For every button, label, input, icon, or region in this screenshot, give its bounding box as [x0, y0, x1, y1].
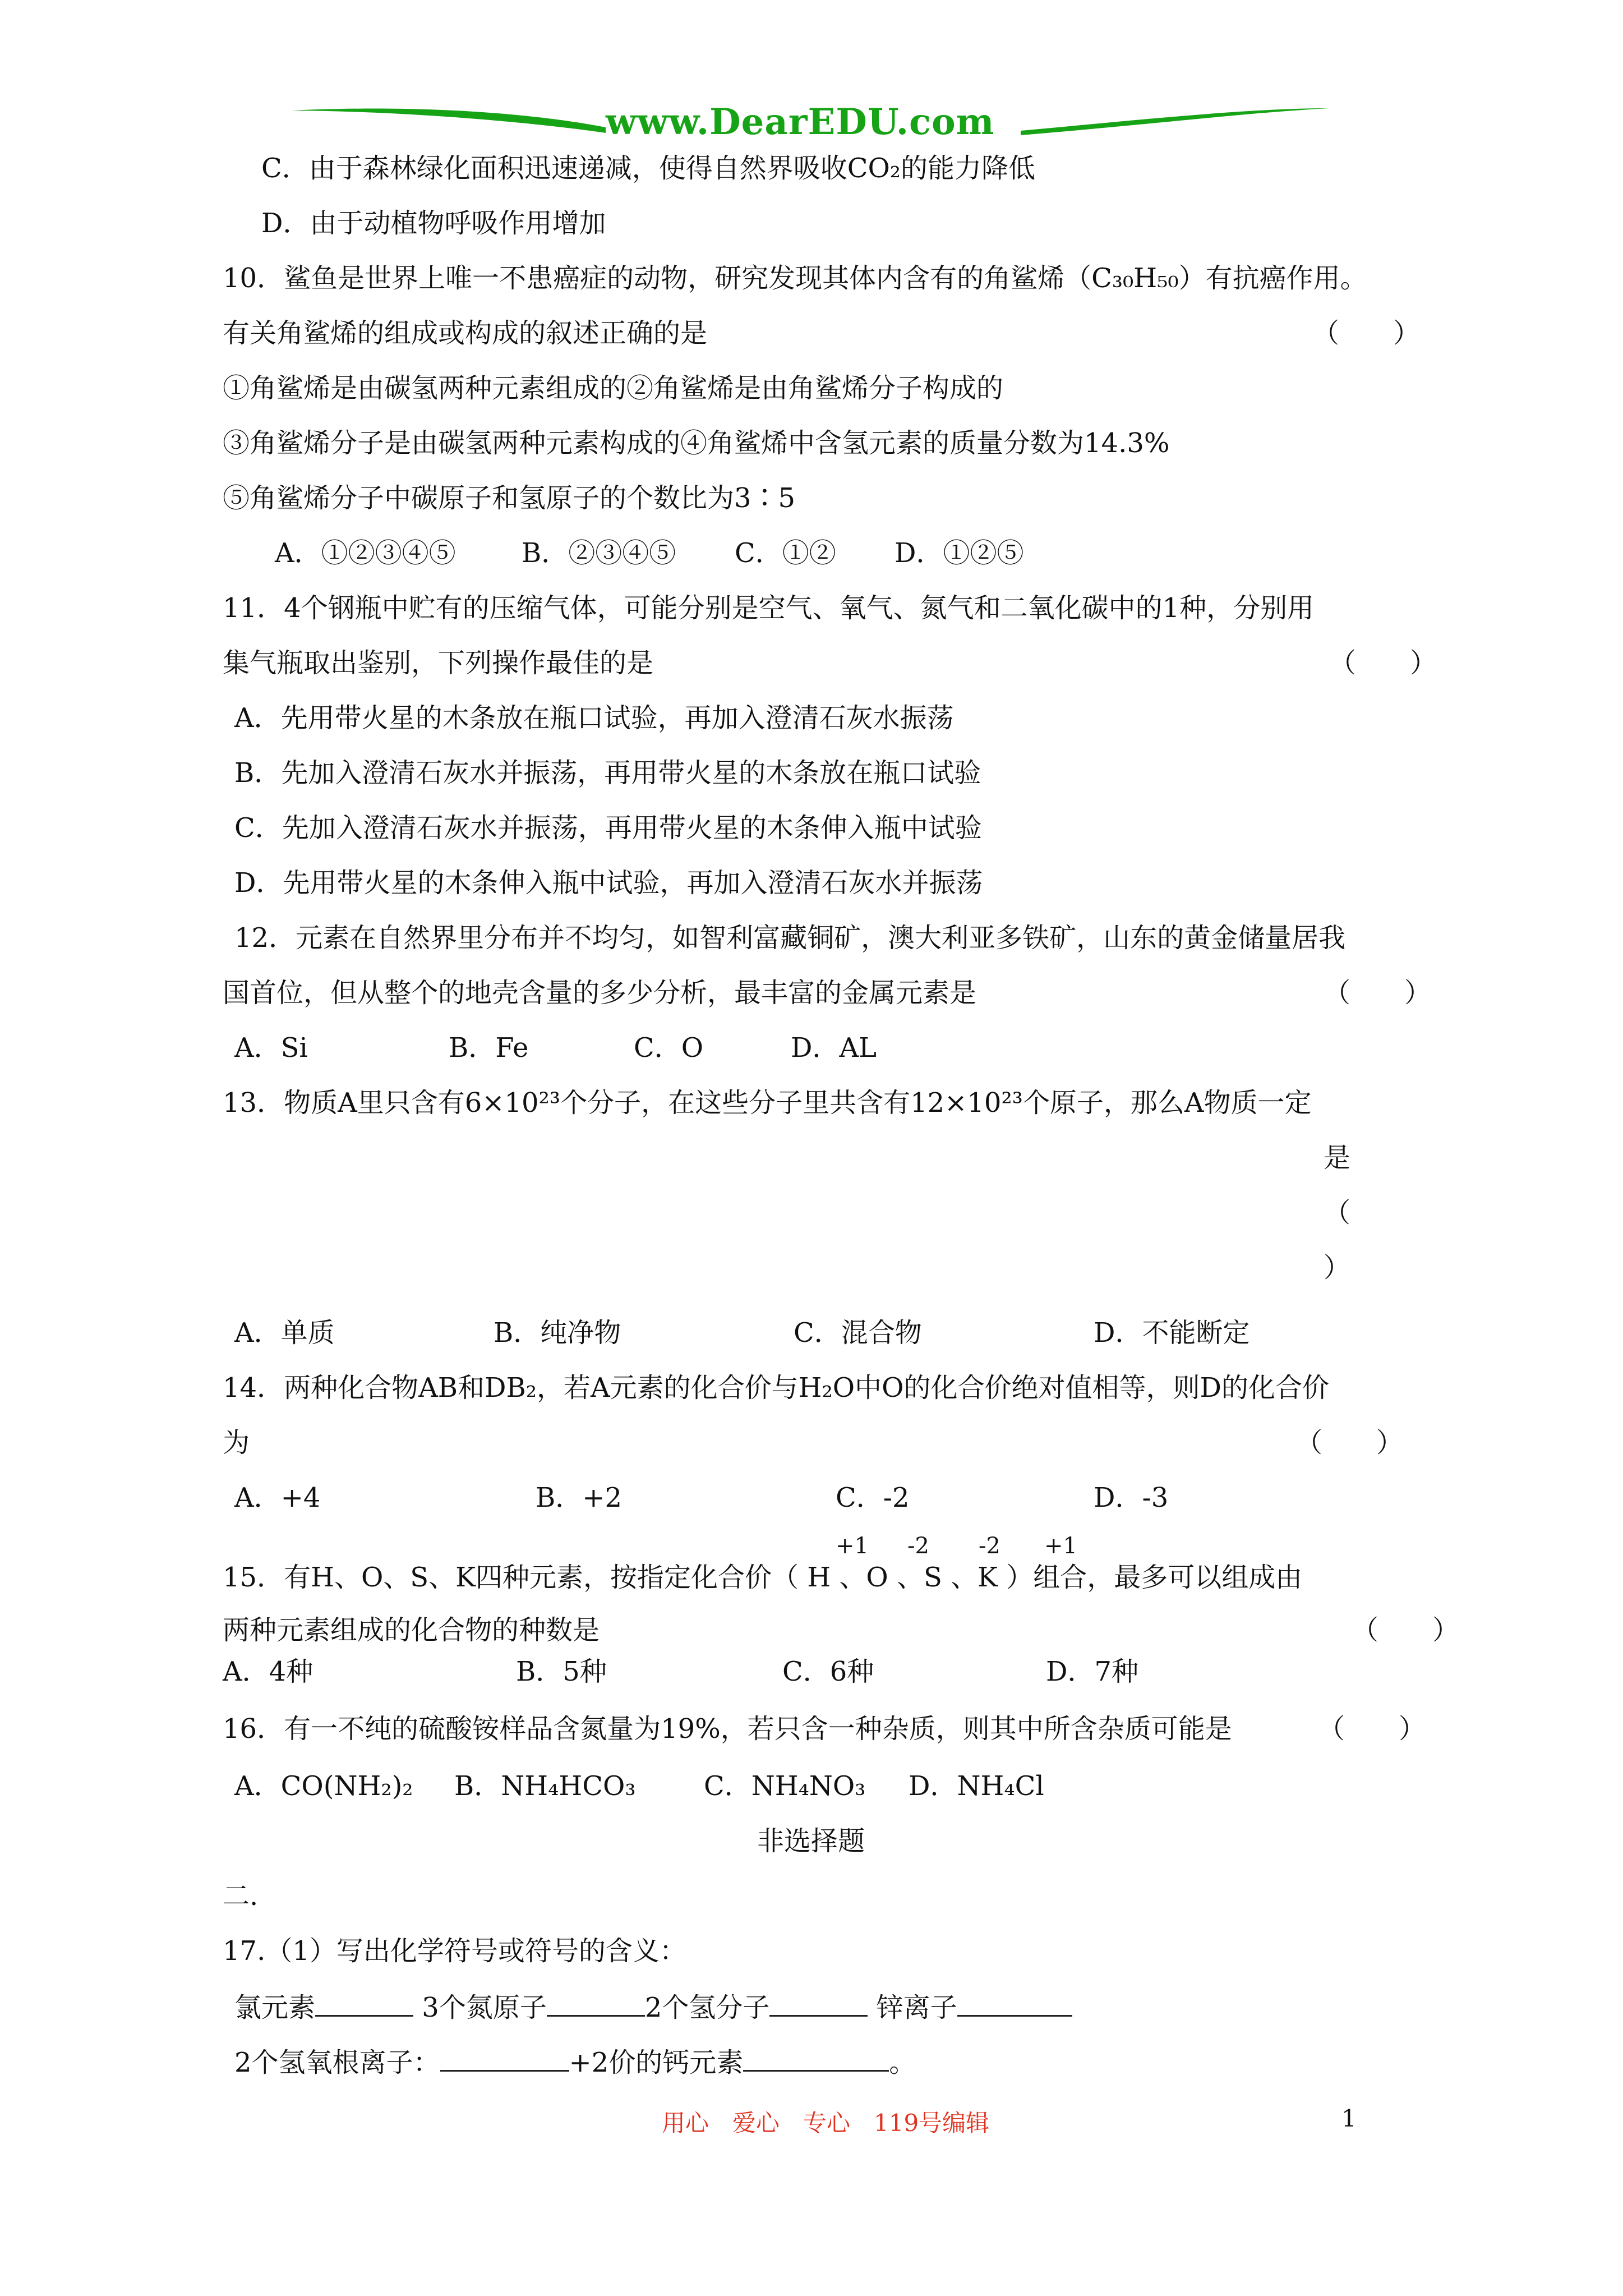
q13-option-d: D．不能断定 [1094, 1317, 1250, 1349]
q11-option-d: D．先用带火星的木条伸入瓶中试验，再加入澄清石灰水并振荡 [234, 867, 983, 899]
q17-label-nitrogen-atoms: 3个氮原子 [422, 1992, 547, 2023]
q12-answer-paren: （ ） [1324, 977, 1432, 1009]
q11-stem-line1: 11．4个钢瓶中贮有的压缩气体，可能分别是空气、氧气、氮气和二氧化碳中的1种，分别用 [223, 592, 1315, 624]
q14-answer-paren: （ ） [1295, 1427, 1404, 1458]
q10-statement-5: ⑤角鲨烯分子中碳原子和氢原子的个数比为3∶5 [223, 482, 796, 514]
q17-blank-zinc-ion[interactable] [957, 1993, 1072, 2017]
q10-option-a: A．①②③④⑤ [275, 537, 456, 569]
q10-stem-line1: 10．鲨鱼是世界上唯一不患癌症的动物，研究发现其体内含有的角鲨烯（C₃₀H₅₀）有抗癌作用。 [223, 263, 1367, 294]
q13-option-a: A．单质 [234, 1317, 335, 1349]
q15-answer-paren: （ ） [1352, 1614, 1460, 1646]
q12-stem-line2: 国首位，但从整个的地壳含量的多少分析，最丰富的金属元素是 [223, 977, 977, 1009]
q13-option-b: B．纯净物 [494, 1317, 621, 1349]
q10-statement-3-4: ③角鲨烯分子是由碳氢两种元素构成的④角鲨烯中含氢元素的质量分数为14.3% [223, 427, 1170, 459]
footer-text: 用心 爱心 专心 119号编辑 [662, 2109, 990, 2137]
q17-blank-calcium[interactable] [743, 2047, 889, 2072]
q12-stem-line1: 12．元素在自然界里分布并不均匀，如智利富藏铜矿，澳大利亚多铁矿，山东的黄金储量居我 [234, 922, 1346, 954]
q15-valence-h: +1 [836, 1533, 869, 1559]
q13-stem-tail-2: （ [1324, 1197, 1351, 1228]
q12-option-a: A．Si [234, 1032, 308, 1064]
section-title: 非选择题 [757, 1825, 865, 1857]
q17-blank-hydroxide-ions[interactable] [440, 2047, 569, 2072]
q14-stem-line2: 为 [223, 1427, 250, 1458]
q15-stem-line2: 两种元素组成的化合物的种数是 [223, 1614, 600, 1646]
q15-option-d: D．7种 [1046, 1656, 1139, 1687]
q12-option-c: C．O [634, 1032, 704, 1064]
q17-blank-chlorine[interactable] [315, 1993, 413, 2017]
q15-option-c: C．6种 [782, 1656, 874, 1687]
q16-option-a: A．CO(NH₂)₂ [234, 1770, 413, 1802]
q10-answer-paren: （ ） [1312, 318, 1421, 349]
q10-option-c: C．①② [735, 537, 836, 569]
q14-option-b: B．+2 [536, 1482, 623, 1513]
q17-label-calcium: +2价的钙元素 [569, 2047, 744, 2078]
q9-option-d: D．由于动植物呼吸作用增加 [261, 208, 606, 239]
q9-option-c: C．由于森林绿化面积迅速递减，使得自然界吸收CO₂的能力降低 [261, 153, 1036, 184]
q16-stem: 16．有一不纯的硫酸铵样品含氮量为19%，若只含一种杂质，则其中所含杂质可能是 [223, 1713, 1232, 1745]
section-number: 二. [223, 1880, 259, 1912]
q13-option-c: C．混合物 [794, 1317, 922, 1349]
q14-option-a: A．+4 [234, 1482, 321, 1513]
q17-label-hydrogen-molecules: 2个氢分子 [644, 1992, 770, 2023]
q17-end-mark: 。 [889, 2047, 916, 2078]
q11-answer-paren: （ ） [1329, 647, 1437, 679]
q15-stem-line1: 15．有H、O、S、K四种元素，按指定化合价（ H 、O 、S 、K ）组合，最多可以组成由 [223, 1562, 1303, 1593]
q15-valence-k: +1 [1044, 1533, 1077, 1559]
q14-option-d: D．-3 [1094, 1482, 1169, 1513]
q15-valence-s: -2 [979, 1533, 1000, 1559]
q10-option-d: D．①②⑤ [895, 537, 1024, 569]
q11-option-a: A．先用带火星的木条放在瓶口试验，再加入澄清石灰水振荡 [234, 702, 954, 734]
q17-stem: 17.（1）写出化学符号或符号的含义： [223, 1935, 686, 1967]
q17-label-hydroxide-ions: 2个氢氧根离子： [234, 2047, 440, 2078]
q10-option-b: B．②③④⑤ [522, 537, 676, 569]
q16-option-b: B．NH₄HCO₃ [454, 1770, 636, 1802]
header-logo-text: www.DearEDU.com [606, 101, 995, 143]
q17-blank-nitrogen-atoms[interactable] [547, 1993, 645, 2017]
q17-label-chlorine: 氯元素 [234, 1992, 316, 2023]
q10-stem-line2: 有关角鲨烯的组成或构成的叙述正确的是 [223, 318, 708, 349]
q12-option-d: D．AL [791, 1032, 877, 1064]
q10-statement-1-2: ①角鲨烯是由碳氢两种元素组成的②角鲨烯是由角鲨烯分子构成的 [223, 372, 1004, 404]
q13-stem: 13．物质A里只含有6×10²³个分子，在这些分子里共含有12×10²³个原子，那么A物质一定 [223, 1087, 1312, 1119]
q16-option-d: D．NH₄Cl [909, 1770, 1044, 1802]
q17-blank-hydrogen-molecules[interactable] [769, 1993, 868, 2017]
page-number: 1 [1341, 2105, 1357, 2132]
q17-fill-row1 [234, 1993, 1072, 2021]
q11-option-b: B．先加入澄清石灰水并振荡，再用带火星的木条放在瓶口试验 [234, 757, 981, 789]
q13-stem-tail-3: ） [1324, 1252, 1351, 1283]
q11-option-c: C．先加入澄清石灰水并振荡，再用带火星的木条伸入瓶中试验 [234, 812, 982, 844]
q13-stem-tail-1: 是 [1324, 1142, 1351, 1174]
q16-option-c: C．NH₄NO₃ [704, 1770, 866, 1802]
q14-stem-line1: 14．两种化合物AB和DB₂，若A元素的化合价与H₂O中O的化合价绝对值相等，则D的化合价 [223, 1372, 1329, 1404]
q12-option-b: B．Fe [449, 1032, 529, 1064]
q16-answer-paren: （ ） [1318, 1713, 1426, 1745]
q15-option-a: A．4种 [223, 1656, 313, 1687]
q15-valence-o: -2 [907, 1533, 929, 1559]
q11-stem-line2: 集气瓶取出鉴别，下列操作最佳的是 [223, 647, 654, 679]
q17-label-zinc-ion: 锌离子 [876, 1992, 957, 2023]
q14-option-c: C．-2 [836, 1482, 910, 1513]
q15-option-b: B．5种 [516, 1656, 607, 1687]
q17-fill-row2 [234, 2047, 916, 2076]
